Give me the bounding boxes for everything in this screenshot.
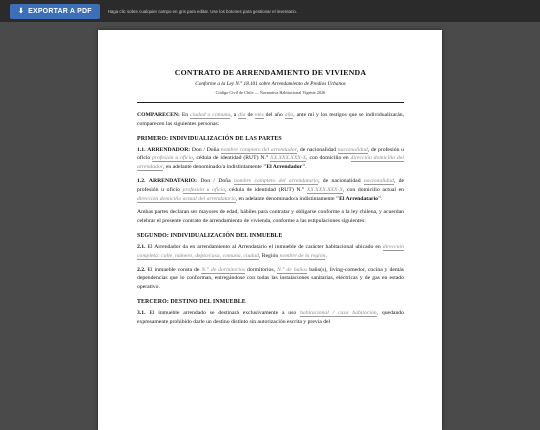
arrendador-address-field[interactable]: dirección domicilio del arrendador bbox=[137, 155, 404, 171]
toolbar-hint: Haga clic sobre cualquier campo en gris para editar. Use los botones para gestionar el inventario. bbox=[107, 8, 298, 14]
clause-number: 2.2. bbox=[137, 266, 146, 273]
arrendatario-label: ARRENDATARIO: bbox=[148, 177, 197, 184]
text: , con domicilio en bbox=[306, 155, 351, 162]
clause-number: 3.1. bbox=[137, 309, 146, 316]
property-address-field[interactable]: dirección completa: calle, número, depto/casa, comuna, ciudad bbox=[137, 243, 404, 259]
arrendador-paragraph bbox=[137, 146, 404, 172]
arrendatario-nationality-field[interactable]: nacionalidad bbox=[363, 177, 394, 184]
arrendatario-alias: "El Arrendatario" bbox=[335, 195, 382, 202]
bathrooms-field[interactable]: N.° de baños bbox=[276, 266, 308, 273]
clause-2-1-paragraph bbox=[137, 243, 404, 261]
ambas-partes-paragraph: Ambas partes declaran ser mayores de edad, hábiles para contratar y obligarse conforme a la ley chilena, y acuerdan celebrar el presente contrato de arrendamiento de vivienda, conforme a las estipulaciones siguientes: bbox=[137, 209, 404, 225]
export-pdf-button[interactable] bbox=[10, 4, 100, 19]
arrendador-label: ARRENDADOR: bbox=[147, 146, 191, 153]
text: Don / Doña bbox=[197, 177, 234, 184]
text: , con domicilio actual en bbox=[342, 186, 404, 193]
text: El Arrendador da en arrendamiento al Arrendatario el inmueble de carácter habitacional ubicado en bbox=[145, 243, 383, 250]
day-field[interactable]: día bbox=[238, 112, 246, 118]
arrendatario-profession-field[interactable]: profesión u oficio bbox=[182, 186, 226, 193]
document-page bbox=[98, 30, 442, 430]
arrendatario-name-field[interactable]: nombre completo del arrendatario bbox=[233, 177, 319, 184]
text: , en adelante denominado/a indistintamente bbox=[163, 164, 264, 171]
text: . bbox=[325, 252, 327, 259]
clause-number: 2.1. bbox=[137, 243, 146, 250]
document-title: CONTRATO DE ARRENDAMIENTO DE VIVIENDA bbox=[174, 68, 367, 77]
export-pdf-label: EXPORTAR A PDF bbox=[28, 7, 92, 15]
clause-number: 1.2. bbox=[137, 177, 146, 184]
text: , de profesión u oficio bbox=[137, 146, 404, 162]
toolbar bbox=[0, 0, 540, 22]
clause-2-2-paragraph bbox=[137, 266, 404, 292]
text: , a bbox=[230, 112, 239, 118]
use-field[interactable]: habitacional / casa habitación bbox=[300, 309, 377, 316]
bedrooms-field[interactable]: N.° de dormitorios bbox=[201, 266, 246, 273]
arrendador-profession-field[interactable]: profesión u oficio bbox=[152, 155, 194, 162]
arrendador-alias: "El Arrendador" bbox=[263, 164, 306, 171]
text: , de nacionalidad bbox=[318, 177, 364, 184]
text: del año bbox=[263, 112, 285, 118]
download-icon: ⬇ bbox=[18, 8, 25, 15]
title-divider bbox=[137, 102, 404, 103]
arrendador-nationality-field[interactable]: nacionalidad bbox=[337, 146, 368, 153]
text: , de profesión u oficio bbox=[137, 177, 404, 193]
arrendador-rut-field[interactable]: XX.XXX.XXX-X bbox=[270, 155, 307, 162]
city-field[interactable]: ciudad o comuna bbox=[190, 112, 231, 118]
clause-number: 1.1. bbox=[137, 146, 146, 153]
clause-3-1-paragraph bbox=[137, 309, 404, 327]
text: , ante mí y los testigos que se individualizarán, comparecen las siguientes personas: bbox=[137, 112, 404, 127]
text: de bbox=[245, 112, 255, 118]
arrendatario-paragraph bbox=[137, 177, 404, 203]
section-heading-primero: PRIMERO: INDIVIDUALIZACIÓN DE LAS PARTES bbox=[137, 135, 282, 142]
section-heading-segundo: SEGUNDO: INDIVIDUALIZACIÓN DEL INMUEBLE bbox=[137, 232, 283, 239]
text: . bbox=[381, 195, 383, 202]
region-field[interactable]: nombre de la región bbox=[279, 252, 326, 259]
text: baño(s), living-comedor, cocina y demás dependencias que lo conforman, entregándose con todas las instalaciones sanitarias, eléctricas y de gas en estado operativo. bbox=[137, 266, 405, 291]
text: , Región bbox=[258, 252, 280, 259]
arrendatario-address-field[interactable]: dirección domicilio actual del arrendatario bbox=[137, 195, 236, 202]
text: En bbox=[179, 112, 191, 118]
arrendador-name-field[interactable]: nombre completo del arrendador bbox=[220, 146, 297, 153]
text: . bbox=[305, 164, 307, 171]
comparecen-paragraph bbox=[137, 111, 404, 129]
month-field[interactable]: mes bbox=[254, 112, 264, 118]
text: , en adelante denominado/a indistintamente bbox=[235, 195, 336, 202]
comparecen-label: COMPARECEN: bbox=[137, 112, 180, 118]
document-subtitle: Conforme a la Ley N.° 18.101 sobre Arrendamiento de Predios Urbanos bbox=[195, 81, 346, 87]
text: El inmueble consta de bbox=[145, 266, 202, 273]
text: , de nacionalidad bbox=[296, 146, 338, 153]
year-field[interactable]: año bbox=[284, 112, 294, 118]
text: , cédula de identidad (RUT) N.° bbox=[225, 186, 307, 193]
text: Don / Doña bbox=[190, 146, 221, 153]
arrendatario-rut-field[interactable]: XX.XXX.XXX-X bbox=[306, 186, 343, 193]
section-heading-tercero: TERCERO: DESTINO DEL INMUEBLE bbox=[137, 298, 246, 305]
text: , cédula de identidad (RUT) N.° bbox=[193, 155, 271, 162]
text: El inmueble arrendado se destinará exclusivamente a uso bbox=[145, 309, 301, 316]
text: , quedando expresamente prohibido darle un destino distinto sin autorización escrita y previa del bbox=[137, 309, 404, 325]
document-meta: Código Civil de Chile — Normativa Habitacional Vigente 2026 bbox=[215, 90, 326, 95]
text: dormitorios, bbox=[245, 266, 277, 273]
